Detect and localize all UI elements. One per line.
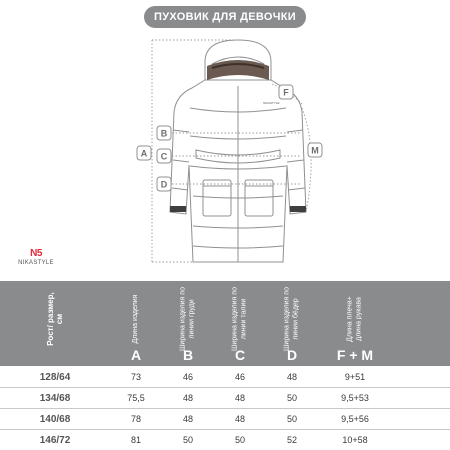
marker-d (157, 177, 171, 191)
marker-b (157, 126, 171, 140)
header-sleeve: Длина плеча+ длина рукава F + M (336, 296, 374, 363)
table-row: 134/68 75,5 48 48 50 9,5+53 (0, 388, 450, 409)
svg-text:B: B (160, 128, 168, 139)
size-table-header (0, 281, 450, 366)
marker-c (157, 149, 171, 163)
brand-name: NIKASTYLE (18, 260, 54, 266)
page-title: ПУХОВИК ДЛЯ ДЕВОЧКИ (144, 6, 306, 28)
marker-m (308, 143, 322, 157)
brand-mark: N5 (30, 248, 42, 259)
header-chest: Ширина изделия по линии груди B (179, 287, 195, 363)
brand-logo (16, 248, 56, 266)
header-waist: Ширина изделия по линии талии C (231, 287, 247, 363)
header-hips: Ширина изделия по линии бёдер D (283, 287, 299, 363)
marker-f (279, 85, 293, 99)
table-row: 140/68 78 48 48 50 9,5+56 (0, 409, 450, 430)
chest-label: NIKASTYLE (263, 101, 280, 105)
jacket-diagram (0, 30, 450, 280)
header-length: Длина изделия A (130, 294, 142, 363)
svg-text:D: D (160, 179, 168, 190)
svg-text:A: A (140, 148, 148, 159)
svg-text:C: C (160, 151, 168, 162)
header-size: Рост/ размер, см (46, 292, 64, 346)
table-row: 128/64 73 46 46 48 9+51 (0, 367, 450, 388)
svg-text:F: F (283, 87, 289, 98)
size-table (0, 281, 450, 450)
table-row: 146/72 81 50 50 52 10+58 (39, 435, 368, 446)
marker-a (137, 146, 151, 160)
svg-text:M: M (311, 145, 319, 156)
